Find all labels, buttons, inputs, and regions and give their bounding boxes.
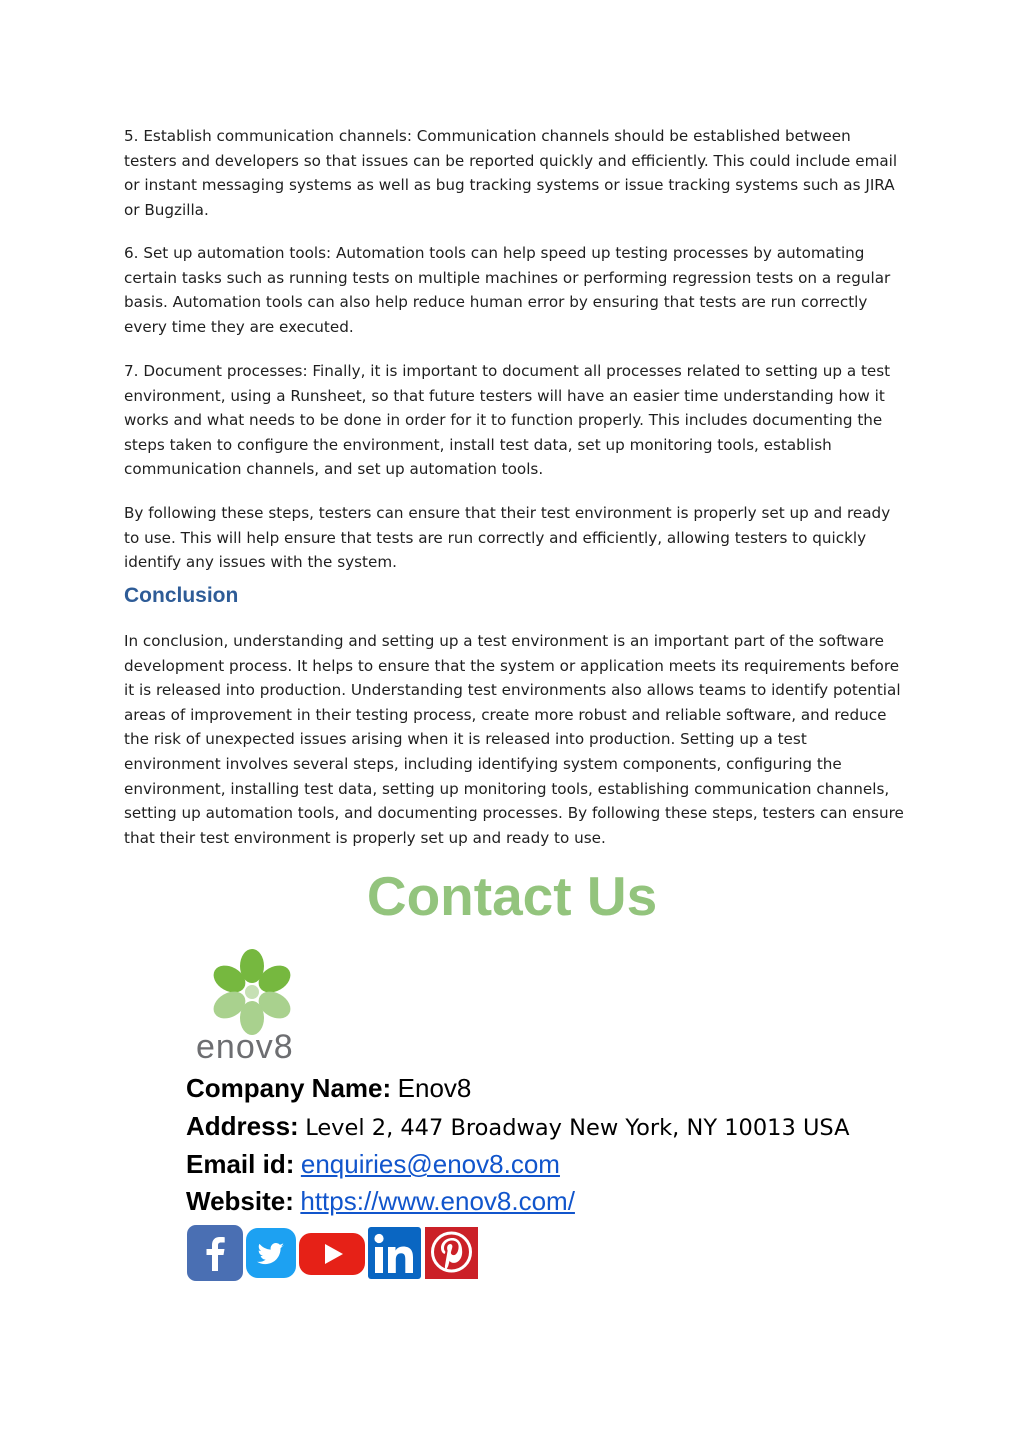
company-name-value: Enov8 (397, 1073, 472, 1103)
youtube-icon[interactable] (299, 1225, 365, 1281)
facebook-icon[interactable] (187, 1225, 243, 1281)
paragraph-document-processes: 7. Document processes: Finally, it is important to document all processes related to setting up a test environment, using a Runsheet, so that future testers will have an easier time understanding how it works and what needs to be done in order for it to function properly. This includes documenting the steps taken to configure the environment, install test data, set up monitoring tools, establish communication channels, and set up automation tools. (124, 362, 891, 479)
email-link[interactable]: enquiries@enov8.com (300, 1149, 560, 1179)
logo-wordmark: enov8 (196, 1028, 294, 1064)
pinterest-icon[interactable] (425, 1225, 478, 1281)
linkedin-icon[interactable] (368, 1225, 421, 1281)
website-line (186, 1186, 575, 1217)
email-line (186, 1149, 560, 1180)
paragraph-following-steps: By following these steps, testers can ensure that their test environment is properly set up and ready to use. This will help ensure that tests are run correctly and efficiently, allowing testers to quickly identify any issues with the system. (124, 504, 891, 572)
contact-us-title: Contact Us (366, 865, 658, 927)
website-label: Website: (186, 1186, 294, 1216)
company-name-label: Company Name: (186, 1073, 392, 1103)
enov8-logo (194, 940, 318, 1064)
paragraph-establish-channels: 5. Establish communication channels: Communication channels should be established between testers and developers so that issues can be reported quickly and efficiently. This could include email or instant messaging systems as well as bug tracking systems or issue tracking systems such as JIRA or Bugzilla. (124, 127, 898, 219)
email-label: Email id: (186, 1149, 295, 1179)
conclusion-paragraph: In conclusion, understanding and setting up a test environment is an important part of the software development process. It helps to ensure that the system or application meets its requirements before it is released into production. Understanding test environments also allows teams to identify potential areas of improvement in their testing process, create more robust and reliable software, and reduce the risk of unexpected issues arising when it is released into production. Setting up a test environment involves several steps, including identifying system components, configuring the environment, installing test data, setting up monitoring tools, establishing communication channels, setting up automation tools, and documenting processes. By following these steps, testers can ensure that their test environment is properly set up and ready to use. (124, 632, 904, 847)
conclusion-heading: Conclusion (124, 584, 239, 607)
address-line (186, 1111, 850, 1142)
paragraph-automation-tools: 6. Set up automation tools: Automation tools can help speed up testing processes by automating certain tasks such as running tests on multiple machines or performing regression tests on a regular basis. Automation tools can also help reduce human error by ensuring that tests are run correctly every time they are executed. (124, 244, 891, 336)
twitter-icon[interactable] (246, 1225, 296, 1281)
address-label: Address: (186, 1111, 299, 1141)
address-value: Level 2, 447 Broadway New York, NY 10013 USA (305, 1115, 850, 1141)
website-link[interactable]: https://www.enov8.com/ (300, 1186, 575, 1216)
company-name-line (186, 1073, 471, 1104)
